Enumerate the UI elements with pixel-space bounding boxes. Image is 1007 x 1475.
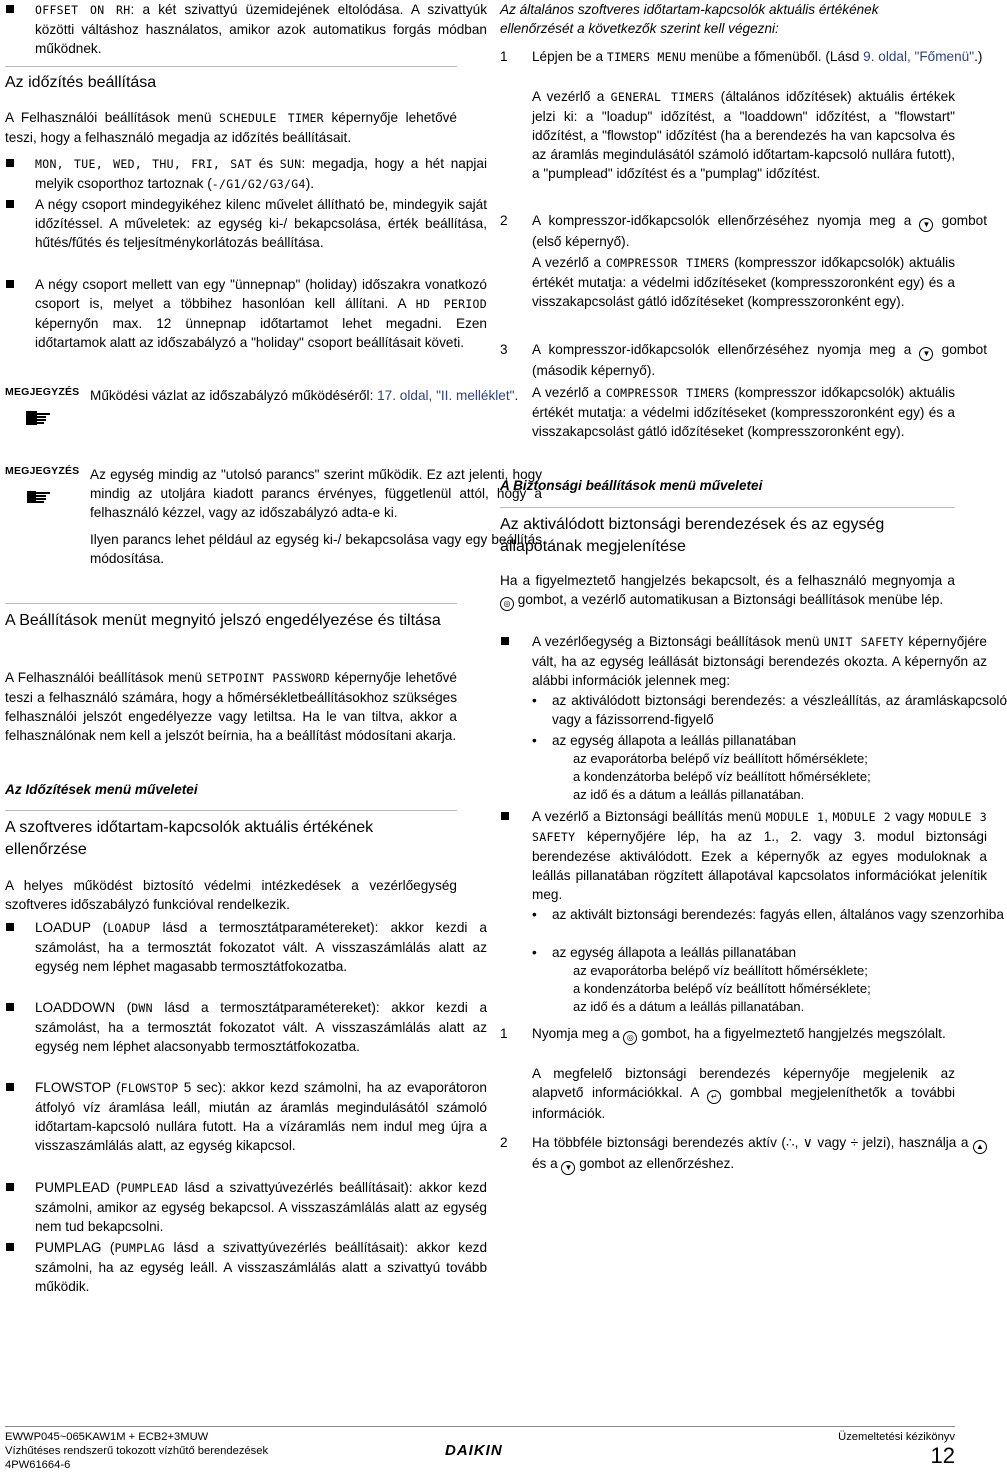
step-1: 1 Lépjen be a TIMERS MENU menübe a főmenüből. (Lásd 9. oldal, "Főmenü".) xyxy=(500,49,983,64)
down-button-icon[interactable]: ▼ xyxy=(919,218,933,232)
password-text: A Felhasználói beállítások menü SETPOINT PASSWORD képernyője lehetővé teszi a felhasználó számára, hogy a hőmérsékletbeállításokhoz szükséges felhasználói jelszót engedélyezze vagy letiltsa. Ha le van tiltva, akkor a felhasználónak nem kell a jelszót beírnia, ha a beállítást módosítani akarja. xyxy=(5,670,457,743)
right-intro: Az általános szoftveres időtartam-kapcsolók aktuális értékének ellenőrzését a következők szerint kell végezni: xyxy=(500,2,879,36)
note-2-text-1: Az egység mindig az "utolsó parancs" szerint működik. Ez azt jelenti, hogy mindig az utoljára kiadott parancs érvényes, függetlenül attól, hogy a felhasználó kézzel, vagy az időszabályzó adta-e ki. xyxy=(90,467,542,520)
note-label: MEGJEGYZÉS xyxy=(5,386,80,398)
step-2-detail: A vezérlő a COMPRESSOR TIMERS (kompresszor időkapcsolók) aktuális értékét mutatja: a védelmi időzítéseket (kompresszoronként egy) és a visszakapcsolást gátló időzítéseket (kompresszoronként egy). xyxy=(532,255,955,309)
pointing-hand-icon xyxy=(25,408,53,428)
snow-symbol-icon: ∨ xyxy=(802,1135,813,1150)
footer-left xyxy=(5,1430,268,1472)
note-1 xyxy=(5,386,542,436)
timers-intro: A Felhasználói beállítások menü SCHEDULE TIMER képernyője lehetővé teszi, hogy a felhasználó megadja az időzítés beállításait. xyxy=(5,110,457,145)
unit-safety-detail-1: • az aktiválódott biztonsági berendezés: a vészleállítás, az áramláskapcsoló vagy a fázissorrend-figyelő xyxy=(500,691,1007,729)
sw-intro: A helyes működést biztosító védelmi intézkedések a vezérlőegység szoftveres időszabályzó funkcióval rendelkezik. xyxy=(5,878,457,912)
manual-title: Üzemeltetési kézikönyv xyxy=(838,1431,955,1443)
page-number: 12 xyxy=(930,1443,955,1468)
step-2: 2 A kompresszor-időkapcsolók ellenőrzéséhez nyomja meg a ▼ gombot (első képernyő). xyxy=(500,213,987,249)
note-label: MEGJEGYZÉS xyxy=(5,465,80,477)
sw-section xyxy=(5,810,457,861)
module-safety-detail-1: • az aktivált biztonsági berendezés: fagyás ellen, általános vagy szenzorhiba xyxy=(500,905,1007,924)
section-heading-timers: Az időzítés beállítása xyxy=(5,66,457,93)
down-button-icon[interactable]: ▼ xyxy=(561,1161,575,1175)
section-heading-software-timers: A szoftveres időtartam-kapcsolók aktuális értékének ellenőrzése xyxy=(5,810,457,861)
safety-step-1: 1 Nyomja meg a ◎ gombot, ha a figyelmeztető hangjelzés megszólalt. xyxy=(500,1024,987,1045)
main-menu-link[interactable]: 9. oldal, "Főmenü" xyxy=(863,49,975,64)
footer-rule xyxy=(5,1426,955,1427)
offset-on-rh-item: OFFSET ON RH: a két szivattyú üzemidejének eltolódása. A szivattyúk közötti váltáshoz használatos, amikor azok automatikus forgás módban működnek. xyxy=(5,0,487,58)
timer-item-flowstop: FLOWSTOP (FLOWSTOP 5 sec): akkor kezd számolni, ha az evaporátoron átfolyó víz áramlása leáll, miután az áramlás megindulásától számoló időtartam-kapcsoló nullára futott. Ha a vízáramlás nem indul meg újra a visszaszámlálás alatt, az egység kikapcsol. xyxy=(5,1078,487,1155)
doc-number: 4PW61664-6 xyxy=(5,1459,71,1471)
note-1-link[interactable]: 17. oldal, "II. melléklet" xyxy=(377,388,515,403)
section-heading-safety: Az aktiválódott biztonsági berendezések és az egység állapotának megjelenítése xyxy=(500,507,955,558)
module-safety-item: A vezérlő a Biztonsági beállítás menü MODULE 1, MODULE 2 vagy MODULE 3 SAFETY képernyőjére lép, ha az 1., 2. vagy 3. modul biztonsági berendezése aktiválódott. Ezek a képernyők az egyes moduloknak a leállás pillanatában rögzített állapotával kapcsolatos információkat jelenítik meg. xyxy=(500,807,987,904)
weekday-item: MON, TUE, WED, THU, FRI, SAT és SUN: megadja, hogy a hét napjai melyik csoporthoz tartoznak (-/G1/G2/G3/G4). xyxy=(5,154,487,194)
unit-safety-sublist xyxy=(500,750,955,804)
brand-logo: DAIKIN xyxy=(445,1442,503,1459)
subheading-safety-menu: A Biztonsági beállítások menü műveletei xyxy=(500,478,763,493)
note-1-text: Működési vázlat az időszabályzó működéséről: 17. oldal, "II. melléklet". xyxy=(90,388,519,403)
sublist-item: az evaporátorba belépő víz beállított hőmérséklete; xyxy=(573,963,868,978)
bell-button-icon[interactable]: ◎ xyxy=(623,1031,637,1045)
timer-item-pumplag: PUMPLAG (PUMPLAG lásd a szivattyúvezérlés beállításait): akkor kezd számolni, ha az egység leáll. A visszaszámlálás alatt a szivattyú tovább működik. xyxy=(5,1238,487,1296)
sublist-item: az idő és a dátum a leállás pillanatában. xyxy=(573,999,805,1014)
note-2-text-2: Ilyen parancs lehet például az egység ki-/ bekapcsolása vagy egy beállítás módosítása. xyxy=(90,532,542,566)
sublist-item: az idő és a dátum a leállás pillanatában. xyxy=(573,787,805,802)
note-2 xyxy=(5,465,542,568)
unit-safety-item: A vezérlőegység a Biztonsági beállítások menü UNIT SAFETY képernyőjére vált, ha az egység leállását biztonsági berendezés okozta. A képernyőn az alábbi információk jelennek meg: xyxy=(500,632,987,690)
model-line: EWWP045~065KAW1M + ECB2+3MUW xyxy=(5,1431,209,1443)
safety-section xyxy=(500,507,955,558)
step-3: 3 A kompresszor-időkapcsolók ellenőrzéséhez nyomja meg a ▼ gombot (második képernyő). xyxy=(500,342,987,378)
bell-button-icon[interactable]: ◎ xyxy=(500,597,514,611)
safety-intro: Ha a figyelmeztető hangjelzés bekapcsolt, és a felhasználó megnyomja a ◎ gombot, a vezérlő automatikusan a Biztonsági beállítások menübe lép. xyxy=(500,571,955,611)
module-safety-detail-2: • az egység állapota a leállás pillanatában xyxy=(500,943,1007,962)
unit-safety-detail-2: • az egység állapota a leállás pillanatában xyxy=(500,731,1007,750)
timer-item-pumplead: PUMPLEAD (PUMPLEAD lásd a szivattyúvezérlés beállításait): akkor kezd számolni, amikor az egység bekapcsol. A visszaszámlálás alatt az egység nem tud bekapcsolni. xyxy=(5,1178,487,1236)
product-line: Vízhűtéses rendszerű tokozott vízhűtő berendezések xyxy=(5,1445,269,1457)
divide-symbol-icon: ÷ xyxy=(850,1135,859,1150)
step-3-detail: A vezérlő a COMPRESSOR TIMERS (kompresszor időkapcsolók) aktuális értékét mutatja: a védelmi időzítéseket (kompresszoronként egy) és a visszakapcsolást gátló időzítéseket (kompresszoronként egy). xyxy=(532,385,955,439)
footer-right xyxy=(838,1430,955,1468)
timer-section xyxy=(5,66,457,93)
pointing-hand-icon xyxy=(25,487,53,507)
safety-step-2: 2 Ha többféle biztonsági berendezés aktív (∴, ∨ vagy ÷ jelzi), használja a ▲ és a ▼ gombot az ellenőrzéshez. xyxy=(500,1133,987,1175)
section-heading-password: A Beállítások menüt megnyitó jelszó engedélyezése és tiltása xyxy=(5,603,457,632)
sublist-item: a kondenzátorba belépő víz beállított hőmérséklete; xyxy=(573,769,871,784)
down-button-icon[interactable]: ▼ xyxy=(919,347,933,361)
up-button-icon[interactable]: ▲ xyxy=(973,1140,987,1154)
timer-item-loaddown: LOADDOWN (DWN lásd a termosztátparamétereket): akkor kezdi a számolást, ha a termosztát fokozatot vált. A visszaszámlálás alatt az egység nem léphet alacsonyabb termosztátfokozatba. xyxy=(5,998,487,1056)
holiday-item: A négy csoport mellett van egy "ünnepnap" (holiday) időszakra vonatkozó csoport is, melyet a többihez hasonlóan kell állítani. A HD PERIOD képernyőn max. 12 ünnepnap időtartamot lehet megadni. Ezen időtartamok alatt az időszabályzó a "holiday" csoport beállításait követi. xyxy=(5,275,487,352)
timer-item-loadup: LOADUP (LOADUP lásd a termosztátparamétereket): akkor kezdi a számolást, ha a termosztát fokozatot vált. A visszaszámlálás alatt az egység nem léphet magasabb termosztátfokozatba. xyxy=(5,918,487,976)
sublist-item: a kondenzátorba belépő víz beállított hőmérséklete; xyxy=(573,981,871,996)
safety-step-1-detail: A megfelelő biztonsági berendezés képernyője megjelenik az alapvető információkkal. A ↵ gombbal megjeleníthetők a további információk. xyxy=(532,1066,955,1121)
groups-item: A négy csoport mindegyikéhez kilenc művelet állítható be, mindegyik saját időzítéssel. A műveletek: az egység ki-/ bekapcsolása, érték beállítása, hűtés/fűtés és teljesítménykorlátozás beállítása. xyxy=(5,195,487,252)
module-safety-sublist xyxy=(500,962,955,1016)
enter-button-icon[interactable]: ↵ xyxy=(707,1090,721,1104)
password-section xyxy=(5,603,457,632)
subheading-timers-menu: Az Időzítések menü műveletei xyxy=(5,782,198,797)
step-1-detail: A vezérlő a GENERAL TIMERS (általános időzítések) aktuális értékek jelzi ki: a "loadup" időzítést, a "loaddown" időzítést, a "flowstart" időzítést, a "flowstop" időzítést (ha a berendezés ha van kapcsolva és az áramlás megindulásától számoló időtartam-kapcsoló nullára futott), a "pumplead" időzítést és a "pumplag" időzítést. xyxy=(532,89,955,181)
fan-symbol-icon: ∴ xyxy=(785,1135,795,1150)
sublist-item: az evaporátorba belépő víz beállított hőmérséklete; xyxy=(573,751,868,766)
